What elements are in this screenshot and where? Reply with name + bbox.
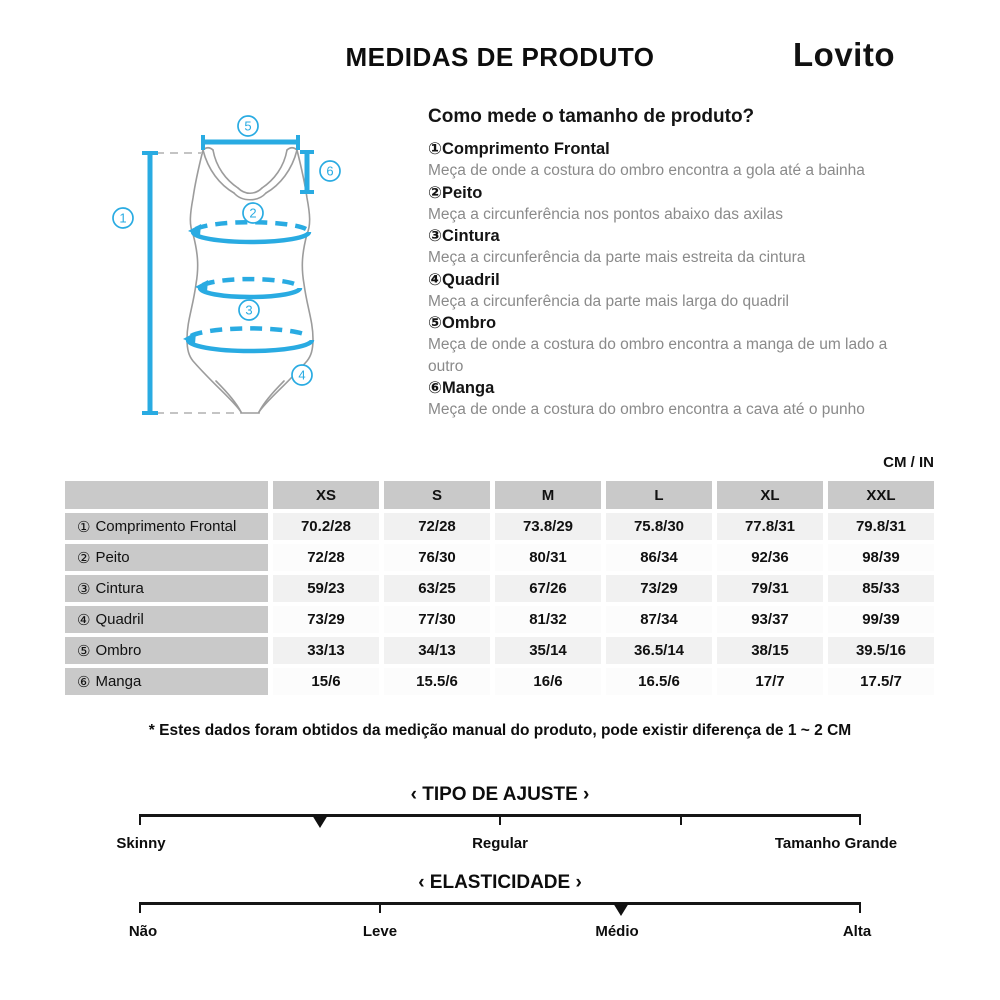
dashed-extension-lines <box>156 153 238 413</box>
svg-text:4: 4 <box>298 367 306 383</box>
fit-label-skinny: Skinny <box>116 835 166 852</box>
fit-scale <box>139 814 861 828</box>
table-cell: 67/26 <box>495 575 601 602</box>
measure-ellipse-waist <box>195 279 300 297</box>
table-cell: 70.2/28 <box>273 513 379 540</box>
item-label: Manga <box>441 379 495 397</box>
elasticity-label-alta: Alta <box>842 923 872 940</box>
table-cell: 92/36 <box>717 544 823 571</box>
col-header: XL <box>717 481 823 509</box>
table-cell: 76/30 <box>384 544 490 571</box>
table-cell: 73/29 <box>606 575 712 602</box>
tick <box>139 902 141 913</box>
table-cell: 79/31 <box>717 575 823 602</box>
fit-label-regular: Regular <box>472 835 528 852</box>
row-header: ⑤ Ombro <box>65 637 268 664</box>
instruction-item <box>428 269 918 313</box>
table-cell: 77.8/31 <box>717 513 823 540</box>
table-cell: 72/28 <box>384 513 490 540</box>
item-number: ② <box>428 183 442 202</box>
tick <box>859 814 861 825</box>
table-cell: 73/29 <box>273 606 379 633</box>
instruction-item <box>428 377 918 421</box>
table-cell: 87/34 <box>606 606 712 633</box>
measure-line-shoulder <box>203 135 298 150</box>
item-number: ⑥ <box>428 379 442 397</box>
elasticity-label-nao: Não <box>128 923 158 940</box>
table-cell: 16/6 <box>495 668 601 695</box>
marker-3-icon <box>239 300 259 320</box>
measurement-disclaimer: * Estes dados foram obtidos da medição manual do produto, pode existir diferença de 1 ~ 2 CM <box>148 722 852 739</box>
measure-ellipse-hip <box>183 328 312 351</box>
item-label: Ombro <box>441 314 497 332</box>
row-header: ④ Quadril <box>65 606 268 633</box>
page-title: MEDIDAS DE PRODUTO <box>345 42 655 72</box>
item-label: Comprimento Frontal <box>441 140 610 158</box>
tick <box>499 814 501 825</box>
elasticity-scale <box>139 902 861 916</box>
instruction-item <box>428 225 918 269</box>
elasticity-scale-bar <box>139 902 861 905</box>
table-cell: 15/6 <box>273 668 379 695</box>
table-cell: 77/30 <box>384 606 490 633</box>
table-cell: 17/7 <box>717 668 823 695</box>
table-cell: 15.5/6 <box>384 668 490 695</box>
table-cell: 16.5/6 <box>606 668 712 695</box>
item-label: Cintura <box>441 227 500 245</box>
fit-scale-title: ‹ TIPO DE AJUSTE › <box>410 784 590 805</box>
measure-line-front-length <box>142 153 158 413</box>
instruction-item <box>428 182 918 226</box>
table-cell: 59/23 <box>273 575 379 602</box>
table-cell: 35/14 <box>495 637 601 664</box>
table-cell: 39.5/16 <box>828 637 934 664</box>
item-label: Quadril <box>441 270 500 289</box>
table-cell: 34/13 <box>384 637 490 664</box>
marker-2-icon <box>243 203 263 223</box>
fit-label-tamanho-grande: Tamanho Grande <box>774 835 898 852</box>
item-description: Meça a circunferência da parte mais larga do quadril <box>428 292 789 310</box>
svg-text:1: 1 <box>119 210 127 226</box>
item-number: ④ <box>428 270 442 289</box>
item-description: Meça de onde a costura do ombro encontra a gola até a bainha <box>428 162 865 179</box>
table-corner-cell <box>65 481 268 509</box>
row-header: ⑥ Manga <box>65 668 268 695</box>
table-cell: 75.8/30 <box>606 513 712 540</box>
table-cell: 79.8/31 <box>828 513 934 540</box>
tick <box>379 902 381 913</box>
item-description: Meça de onde a costura do ombro encontra a cava até o punho <box>428 401 865 418</box>
col-header: XS <box>273 481 379 509</box>
garment-diagram <box>90 100 410 440</box>
elasticity-marker-icon <box>613 903 629 916</box>
svg-text:5: 5 <box>244 118 252 134</box>
elasticity-label-leve: Leve <box>362 923 398 940</box>
table-cell: 63/25 <box>384 575 490 602</box>
marker-1-icon <box>113 208 133 228</box>
table-cell: 85/33 <box>828 575 934 602</box>
item-label: Peito <box>441 183 483 202</box>
table-cell: 99/39 <box>828 606 934 633</box>
units-label: CM / IN <box>883 454 934 471</box>
measure-ellipse-chest <box>188 222 309 242</box>
item-description: Meça a circunferência da parte mais estreita da cintura <box>428 249 806 266</box>
table-cell: 33/13 <box>273 637 379 664</box>
svg-text:6: 6 <box>326 163 334 179</box>
brand-logo: Lovito <box>793 36 895 73</box>
col-header: L <box>606 481 712 509</box>
measure-lines <box>142 135 314 413</box>
fit-marker-icon <box>312 815 328 828</box>
row-header: ③ Cintura <box>65 575 268 602</box>
table-cell: 73.8/29 <box>495 513 601 540</box>
size-table <box>65 481 934 695</box>
tick <box>139 814 141 825</box>
table-cell: 38/15 <box>717 637 823 664</box>
row-header: ② Peito <box>65 544 268 571</box>
table-cell: 36.5/14 <box>606 637 712 664</box>
instructions-heading: Como mede o tamanho de produto? <box>428 106 755 127</box>
col-header: S <box>384 481 490 509</box>
table-cell: 86/34 <box>606 544 712 571</box>
marker-6-icon <box>320 161 340 181</box>
measure-instructions <box>428 106 918 421</box>
svg-text:3: 3 <box>245 302 253 318</box>
elasticity-scale-title: ‹ ELASTICIDADE › <box>418 872 582 893</box>
tick <box>680 814 682 825</box>
marker-4-icon <box>292 365 312 385</box>
item-description: Meça a circunferência nos pontos abaixo das axilas <box>428 205 783 223</box>
elasticity-label-medio: Médio <box>595 923 639 940</box>
table-cell: 81/32 <box>495 606 601 633</box>
table-cell: 93/37 <box>717 606 823 633</box>
table-cell: 17.5/7 <box>828 668 934 695</box>
svg-text:2: 2 <box>249 205 257 221</box>
instruction-item <box>428 312 918 377</box>
item-number: ③ <box>428 227 442 245</box>
col-header: XXL <box>828 481 934 509</box>
tick <box>859 902 861 913</box>
item-number: ⑤ <box>428 314 442 332</box>
col-header: M <box>495 481 601 509</box>
table-cell: 80/31 <box>495 544 601 571</box>
item-description: Meça de onde a costura do ombro encontra a manga de um lado a outro <box>428 336 888 375</box>
row-header: ① Comprimento Frontal <box>65 513 268 540</box>
item-number: ① <box>428 140 442 158</box>
instruction-item <box>428 138 918 182</box>
table-cell: 98/39 <box>828 544 934 571</box>
marker-5-icon <box>238 116 258 136</box>
table-cell: 72/28 <box>273 544 379 571</box>
